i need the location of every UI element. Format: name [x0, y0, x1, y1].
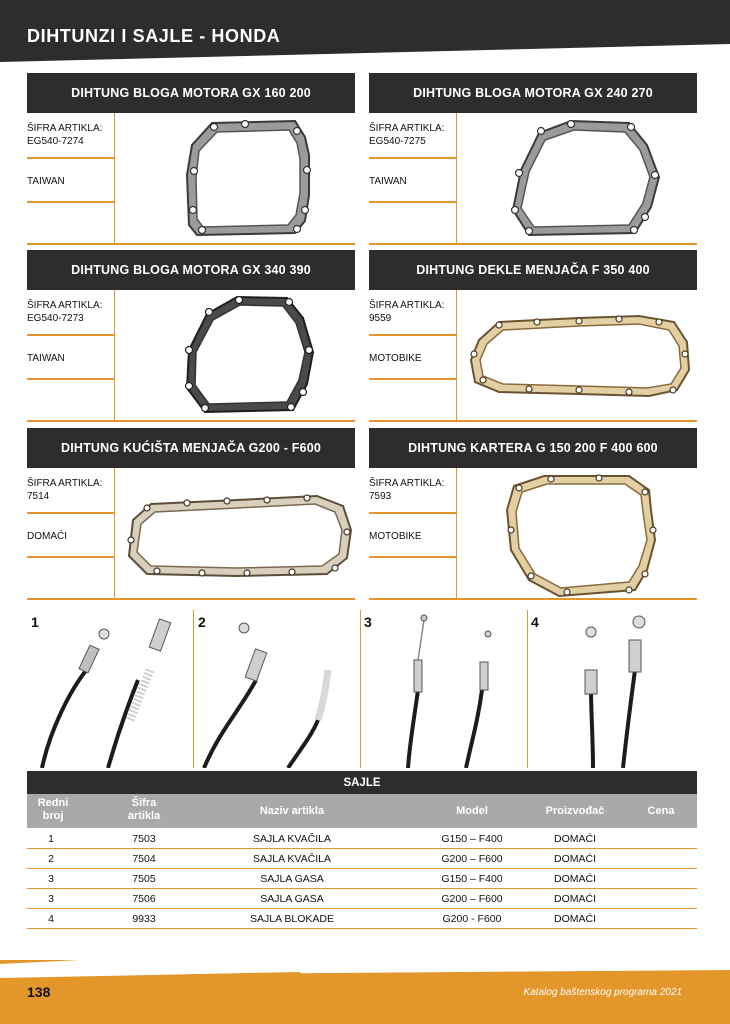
cell-maker: DOMAĆI: [554, 853, 596, 865]
cell-sku: 7505: [132, 873, 156, 885]
product-card: [369, 250, 697, 422]
divider: [27, 334, 115, 336]
product-card: [27, 250, 355, 422]
cell-maker: DOMAĆI: [554, 833, 596, 845]
cable-image: [535, 610, 695, 768]
cell-maker: DOMAĆI: [554, 873, 596, 885]
cell-num: 4: [48, 913, 54, 925]
cable-number: 3: [364, 614, 372, 630]
sku-label: ŠIFRA ARTIKLA:: [369, 123, 445, 134]
header-proizvodjac: Proizvođač: [545, 805, 605, 817]
table-row: [27, 829, 697, 849]
origin: TAIWAN: [27, 176, 65, 187]
header-cena: Cena: [647, 805, 675, 817]
cell-num: 3: [48, 873, 54, 885]
origin: DOMAĆI: [27, 531, 67, 542]
cable-image: [200, 610, 355, 768]
cell-name: SAJLA GASA: [260, 873, 324, 885]
product-title: DIHTUNG BLOGA MOTORA GX 340 390: [27, 250, 355, 290]
sku-label: ŠIFRA ARTIKLA:: [27, 123, 103, 134]
gasket-image: [459, 115, 697, 243]
sku-label: ŠIFRA ARTIKLA:: [369, 300, 445, 311]
cell-maker: DOMAĆI: [554, 913, 596, 925]
sku-value: 7514: [27, 491, 50, 502]
header-model: Model: [456, 805, 488, 817]
table-title: SAJLE: [27, 771, 697, 794]
product-title: DIHTUNG BLOGA MOTORA GX 160 200: [27, 73, 355, 113]
origin: TAIWAN: [369, 176, 407, 187]
cable-image: [368, 610, 523, 768]
page-title: DIHTUNZI I SAJLE - HONDA: [27, 26, 281, 46]
card-bottom-line: [27, 243, 355, 245]
product-card: [369, 428, 697, 600]
cell-model: G200 – F600: [441, 853, 503, 865]
sku-label: ŠIFRA ARTIKLA:: [27, 478, 103, 489]
divider: [369, 512, 457, 514]
product-card: [27, 73, 355, 245]
cell-name: SAJLA BLOKADE: [249, 913, 335, 925]
divider: [27, 512, 115, 514]
gasket-image: [459, 292, 697, 420]
card-bottom-line: [369, 420, 697, 422]
divider: [27, 201, 115, 203]
divider: [193, 610, 194, 768]
product-card: [369, 73, 697, 245]
cable-number: 4: [531, 614, 539, 630]
cable-image: [40, 610, 190, 768]
table-header: [27, 794, 697, 828]
sku-label: ŠIFRA ARTIKLA:: [369, 478, 445, 489]
sku-value: EG540-7273: [27, 313, 84, 324]
cell-name: SAJLA GASA: [260, 893, 324, 905]
cable-number: 1: [31, 614, 39, 630]
header-naziv-artikla: Naziv artikla: [259, 805, 325, 817]
cell-model: G200 - F600: [442, 913, 502, 925]
product-title: DIHTUNG KUĆIŠTA MENJAČA G200 - F600: [27, 428, 355, 468]
page-number: 138: [27, 984, 51, 1000]
cell-maker: DOMAĆI: [554, 893, 596, 905]
gasket-image: [117, 292, 355, 420]
header-redni-broj: Redni broj: [37, 797, 69, 822]
cell-sku: 7506: [132, 893, 156, 905]
cell-name: SAJLA KVAČILA: [252, 833, 331, 845]
product-title: DIHTUNG DEKLE MENJAČA F 350 400: [369, 250, 697, 290]
card-bottom-line: [369, 243, 697, 245]
cell-model: G150 – F400: [441, 873, 503, 885]
divider: [369, 201, 457, 203]
gasket-image: [117, 470, 355, 598]
gasket-image: [459, 470, 697, 598]
sku-value: 9559: [369, 313, 392, 324]
card-bottom-line: [27, 420, 355, 422]
product-title: DIHTUNG KARTERA G 150 200 F 400 600: [369, 428, 697, 468]
cell-name: SAJLA KVAČILA: [252, 853, 331, 865]
gasket-image: [117, 115, 355, 243]
table-row: [27, 889, 697, 909]
divider: [369, 556, 457, 558]
sku-value: 7593: [369, 491, 392, 502]
product-card: [27, 428, 355, 600]
divider: [369, 378, 457, 380]
divider: [369, 157, 457, 159]
divider: [27, 157, 115, 159]
origin: MOTOBIKE: [369, 531, 422, 542]
cell-num: 3: [48, 893, 54, 905]
cell-sku: 9933: [132, 913, 156, 925]
divider: [27, 556, 115, 558]
header-sifra-artikla: Šifra artikla: [127, 797, 161, 822]
cell-sku: 7504: [132, 853, 156, 865]
cable-number: 2: [198, 614, 206, 630]
product-title: DIHTUNG BLOGA MOTORA GX 240 270: [369, 73, 697, 113]
card-bottom-line: [27, 598, 355, 600]
origin: MOTOBIKE: [369, 353, 422, 364]
sku-value: EG540-7275: [369, 136, 426, 147]
sku-value: EG540-7274: [27, 136, 84, 147]
table-row: [27, 909, 697, 929]
sku-label: ŠIFRA ARTIKLA:: [27, 300, 103, 311]
card-bottom-line: [369, 598, 697, 600]
divider: [527, 610, 528, 768]
divider: [369, 334, 457, 336]
divider: [27, 378, 115, 380]
divider: [360, 610, 361, 768]
table-row: [27, 869, 697, 889]
catalog-name: Katalog baštenskog programa 2021: [523, 987, 682, 998]
cell-sku: 7503: [132, 833, 156, 845]
origin: TAIWAN: [27, 353, 65, 364]
cell-model: G150 – F400: [441, 833, 503, 845]
cell-num: 1: [48, 833, 54, 845]
cell-num: 2: [48, 853, 54, 865]
table-row: [27, 849, 697, 869]
cell-model: G200 – F600: [441, 893, 503, 905]
